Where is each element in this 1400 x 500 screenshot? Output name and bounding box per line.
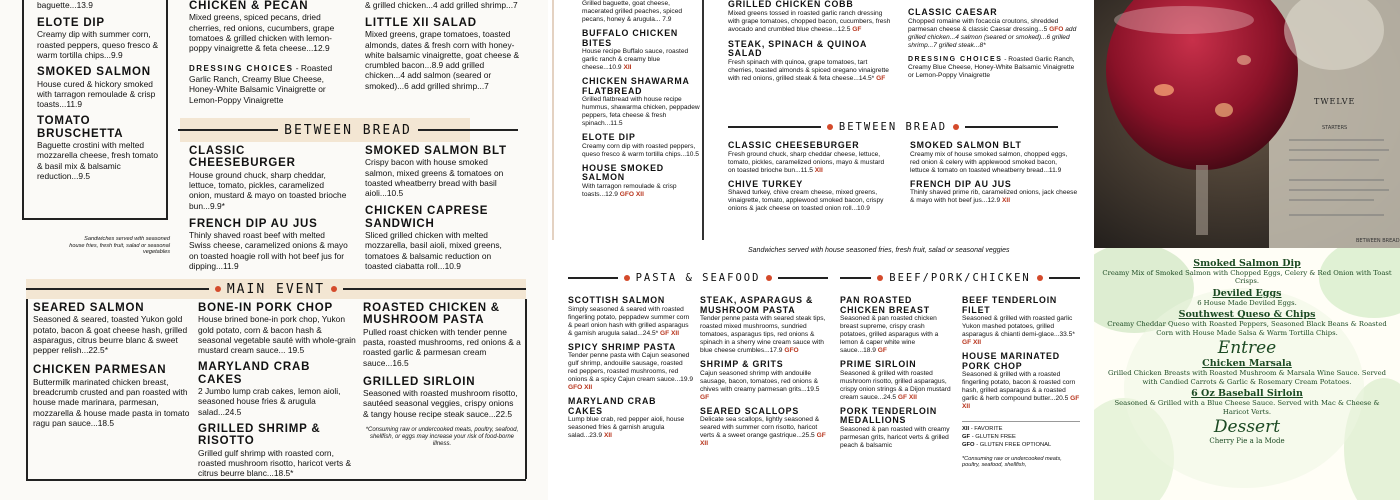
item-name: CHICKEN PARMESAN: [33, 364, 167, 377]
item-name: SEARED SALMON: [33, 302, 145, 314]
item-title: Deviled Eggs: [1212, 287, 1282, 299]
beef-col2: [962, 296, 1080, 469]
item-name: SPICY SHRIMP PASTA: [568, 341, 677, 352]
divider: [1049, 277, 1080, 279]
legend-row: [962, 434, 1080, 442]
item-name: SCOTTISH SALMON: [568, 295, 666, 305]
item-desc: Cherry Pie a la Mode: [1209, 437, 1285, 446]
item-tag: XII: [814, 166, 823, 174]
menu-item: [365, 145, 515, 198]
divider: [418, 129, 518, 131]
item-name: SMOKED SALMON: [37, 66, 151, 79]
item-name: ELOTE DIP: [582, 132, 636, 143]
item-desc: Grilled baguette, goat cheese, macerated grilled peaches, spiced pecans, honey & arugula... 7.9: [582, 0, 683, 24]
item-desc: Mixed greens tossed in roasted garlic ranch dressing with grape tomatoes, chopped bacon, cucumbers, fresh avocado and crumbled blue cheese...12.5: [728, 9, 891, 33]
appetizers-column: [37, 17, 161, 181]
item-name: STEAK, SPINACH & QUINOA SALAD: [728, 38, 867, 59]
item-desc: Grilled Chicken Breasts with Roasted Mushroom & Marsala Wine Sauce. Served with Candied Carrots & Garlic & Rosemary Cream Potatoes.: [1107, 369, 1387, 386]
menu-item: [910, 141, 1078, 175]
item-desc: Baguette crostini with melted mozzarella cheese, fresh tomato & basil mix & balsamic reduction...9.5: [37, 140, 159, 181]
item-desc: Seasoned & grilled with roasted mushroom risotto, grilled asparagus, crispy onion strings & a Dijon mustard cream sauce...24.5: [840, 369, 951, 401]
menu-item: [189, 218, 349, 271]
page-edge: [552, 0, 554, 240]
item-tag: XII: [603, 432, 612, 440]
item-desc: Thinly shaved roast beef with melted Swiss cheese, caramelized onions & mayo on toasted hoagie roll with hot beef jus for dipping...11.9: [189, 230, 348, 271]
consumer-advisory: *Consuming raw or undercooked meats, poultry, seafood, shellfish,: [962, 455, 1062, 469]
between-bread-heading: [728, 119, 1058, 135]
item-name: CLASSIC CAESAR: [908, 7, 998, 17]
menu-item: [840, 296, 952, 355]
item-name: PAN ROASTED CHICKEN BREAST: [840, 295, 930, 315]
item-desc: Chopped romaine with focaccia croutons, shredded parmesan cheese & classic Caesar dressing...5: [908, 17, 1059, 33]
item-name: HOUSE SMOKED SALMON: [582, 162, 664, 183]
menu-card-starters: STARTERS: [1322, 125, 1348, 131]
frame-line: [525, 299, 527, 479]
item-desc: Seasoned & Grilled with a Blue Cheese Sauce. Served with Mac & Cheese & Haricot Verts.: [1114, 399, 1380, 416]
accent-dot: [766, 275, 772, 281]
item-desc: Creamy dip with summer corn, roasted peppers, queso fresco & warm tortilla chips...9.9: [37, 29, 159, 60]
item-desc: Seasoned with roasted mushroom risotto, sautéed seasonal veggies, crispy onions & tangy house recipe steak sauce...22.5: [363, 388, 518, 419]
dressing-choices: DRESSING CHOICES - Roasted Garlic Ranch, Creamy Blue Cheese, Honey-White Balsamic Vinaigrette or Lemon-Poppy Vinaigrette: [189, 63, 333, 105]
menu-item: [582, 0, 700, 24]
item-desc: Sliced grilled chicken with melted mozzarella, basil aioli, mixed greens, tomatoes & balsamic reduction on toasted ciabatta roll...10.9: [365, 230, 502, 271]
between-bread-right: [365, 145, 515, 271]
item-tag: GF XII: [962, 339, 982, 347]
divider: [778, 277, 828, 279]
menu-item: [568, 343, 693, 393]
item-name: PRIME SIRLOIN: [840, 359, 917, 370]
item-name: CHICKEN CAPRESE SANDWICH: [365, 205, 489, 230]
salads-column: [728, 0, 893, 83]
item-name: STEAK, ASPARAGUS & MUSHROOM PASTA: [700, 295, 814, 315]
item-desc: Seasoned & pan roasted with creamy parmesan grits, haricot verts & grilled peach & balsamic: [840, 425, 950, 449]
menu-item: [728, 180, 893, 214]
between-bread-left: [189, 145, 349, 271]
item-name: CHICKEN SHAWARMA FLATBREAD: [582, 76, 690, 96]
between-bread-right: [910, 141, 1078, 205]
frame-line: [26, 479, 526, 481]
item-tag: GF XII: [897, 393, 917, 401]
item-name: GRILLED CHICKEN COBB: [728, 0, 854, 9]
item-name: SHRIMP & GRITS: [700, 359, 784, 370]
frame-line: [702, 0, 704, 240]
divider: [965, 126, 1058, 128]
frame-line: [22, 0, 24, 220]
fruit-slice: [1215, 103, 1233, 117]
item-desc: Seasoned & grilled with a roasted fingerling potato, bacon & roasted corn hash, grilled asparagus & a roasted garlic & herb compound butter...20.5: [962, 371, 1076, 403]
item-name: SMOKED SALMON BLT: [365, 145, 507, 157]
item-title: Chicken Marsala: [1202, 358, 1292, 370]
item-name: CHIVE TURKEY: [728, 178, 804, 189]
item-desc: Creamy Mix of Smoked Salmon with Chopped Eggs, Celery & Red Onion with Toast Crisps.: [1102, 269, 1392, 286]
beef-heading: [840, 270, 1080, 286]
consumer-advisory: *Consuming raw or undercooked meats, poultry, seafood, shellfish, or eggs may increase your risk of food-borne illness.: [365, 426, 519, 448]
item-tag: GF XII: [962, 395, 1080, 411]
section-title: BETWEEN BREAD: [838, 121, 948, 133]
frame-line: [22, 218, 168, 220]
menu-item: [37, 66, 161, 109]
dressing-label: DRESSING CHOICES: [908, 55, 1003, 63]
menu-item: [728, 40, 893, 83]
frame-line: [166, 0, 168, 220]
accent-dot: [624, 275, 630, 281]
item-name: CHICKEN & PECAN: [189, 0, 309, 12]
menu-item: [198, 361, 356, 417]
menu-item: [365, 205, 515, 271]
price-fragment: & grilled chicken...4 add grilled shrimp...7: [365, 0, 518, 10]
main-event-heading: [26, 279, 526, 299]
menu-item: [962, 352, 1080, 411]
item-tag: GFO XII: [568, 384, 593, 392]
item-tag: XII: [623, 64, 632, 72]
item-desc: Cajun seasoned shrimp with andouille sausage, bacon, tomatoes, red onions & chives with creamy parmesan grits...19.5: [700, 369, 820, 393]
item-tag: XII: [1002, 197, 1011, 205]
item-desc: Mixed greens, grape tomatoes, toasted almonds, dates & fresh corn with honey-white balsamic vinaigrette, goat cheese & crumbled bacon...8.9 add grilled chicken...4 add salmon (seared or smoked)...6 add grilled shrimp...7: [365, 29, 520, 91]
menu-item: [908, 8, 1078, 50]
menu-item: [700, 407, 828, 449]
item-desc: Simply seasoned & seared with roasted fingerling potato, peppadew summer corn & pearl onion hash with grilled asparagus & garnish arugula salad...24.5*: [568, 305, 690, 337]
pasta-heading: [568, 270, 828, 286]
divider: [343, 288, 526, 290]
menu-item: [33, 302, 191, 355]
menu-item: [582, 77, 700, 128]
item-desc: Tender penne pasta with seared steak tips, roasted mixed mushrooms, sundried tomatoes, asparagus tips, red onions & spinach in a sherry wine cream sauce with blue cheese crumbles...17.9: [700, 315, 826, 355]
menu-item: [365, 17, 525, 91]
item-name: MARYLAND CRAB CAKES: [198, 361, 311, 386]
item-name: PORK TENDERLOIN MEDALLIONS: [840, 405, 938, 426]
accent-dot: [953, 124, 959, 130]
accent-dot: [1037, 275, 1043, 281]
item-desc: Fresh ground chuck, sharp cheddar cheese, lettuce, tomato, pickles, caramelized onions, mayo & mustard on toasted brioche bun...11.5: [728, 150, 885, 174]
accent-dot: [215, 286, 221, 292]
legend-text: - GLUTEN FREE OPTIONAL: [976, 441, 1052, 448]
legend-text: - GLUTEN FREE: [971, 434, 1016, 441]
frame-line: [26, 299, 28, 479]
fruit-slice: [1154, 84, 1174, 96]
item-desc: Crispy bacon with house smoked salmon, mixed greens & tomatoes on toasted wheatberry bread with basil aioli...10.5: [365, 157, 504, 199]
item-tag: GF: [877, 347, 887, 355]
menu-item: [840, 407, 952, 450]
menu-photo-left: [0, 0, 548, 500]
item-name: CLASSIC CHEESEBURGER: [189, 145, 296, 170]
section-title: Entree: [1217, 338, 1277, 359]
item-title: 6 Oz Baseball Sirloin: [1191, 388, 1303, 400]
section-title: PASTA & SEAFOOD: [635, 272, 761, 284]
legend-text: - FAVORITE: [970, 426, 1003, 433]
divider: [840, 277, 871, 279]
dressing-label: DRESSING CHOICES: [189, 64, 294, 74]
divider: [26, 288, 209, 290]
section-title: MAIN EVENT: [226, 281, 326, 297]
item-name: SMOKED SALMON BLT: [910, 140, 1022, 150]
menu-item: [189, 145, 349, 211]
accent-dot: [877, 275, 883, 281]
item-desc: 2 Jumbo lump crab cakes, lemon aioli, seasoned house fries & arugula salad...24.5: [198, 386, 341, 417]
item-desc: Seasoned & seared, toasted Yukon gold potato, bacon & goat cheese hash, grilled asparagus, citrus beurre blanc & sweet pepper relish...22.5*: [33, 314, 188, 356]
starters-column: [582, 0, 700, 199]
menu-item: [198, 302, 356, 355]
menu-item: [37, 17, 161, 60]
item-desc: Delicate sea scallops, lightly seasoned & seared with summer corn risotto, haricot verts & a sweet orange gastrique...25.5: [700, 416, 820, 440]
item-name: BUFFALO CHICKEN BITES: [582, 28, 679, 48]
between-bread-left: [728, 141, 893, 213]
item-tag: GFO XII: [619, 190, 644, 198]
item-tag: GF: [876, 74, 886, 82]
menu-item: [33, 364, 191, 428]
item-desc: Creamy mix of house smoked salmon, chopped eggs, red onion & celery with applewood smoked bacon, lettuce & tomato on toasted wheatberry bread...11.9: [910, 150, 1068, 174]
item-desc: Grilled flatbread with house recipe hummus, shawarma chicken, peppadew peppers, feta cheese & fresh spinach...11.5: [582, 96, 700, 128]
item-name: GRILLED SIRLOIN: [363, 375, 476, 388]
menu-item: [198, 423, 356, 479]
section-title: BETWEEN BREAD: [284, 122, 412, 138]
item-desc: Thinly shaved prime rib, caramelized onions, jack cheese & mayo with hot beef jus...12.9: [910, 189, 1078, 205]
salads-column-2: [365, 17, 525, 91]
item-tag: GF XII: [700, 432, 826, 448]
sangria-photo: [1094, 0, 1400, 248]
section-title: BEEF/PORK/CHICKEN: [889, 272, 1031, 284]
salads-column-2: [908, 8, 1078, 80]
salads-column: [189, 0, 349, 105]
item-desc: Buttermilk marinated chicken breast, breadcrumb crusted and pan roasted with house made marinara, parmesan, mozzarella & house made pasta in tomato ragu pan sauce...18.5: [33, 376, 190, 428]
menu-item: [728, 0, 893, 34]
item-tag: GFO: [784, 347, 799, 355]
menu-item: [700, 360, 828, 402]
item-name: LITTLE XII SALAD: [365, 17, 477, 29]
item-desc: Shaved turkey, chive cream cheese, mixed greens, vinaigrette, tomato, applewood smoked bacon, crispy onions & jack cheese on toasted onion roll...10.9: [728, 189, 884, 213]
item-desc: Creamy corn dip with roasted peppers, queso fresco & warm tortilla chips...10.5: [582, 142, 699, 158]
menu-item: [582, 29, 700, 72]
item-desc: Mixed greens, spiced pecans, dried cherries, red onions, cucumbers, grape tomatoes & grilled chicken with lemon-poppy vinaigrette & feta cheese...12.9: [189, 12, 335, 54]
item-name: HOUSE MARINATED PORK CHOP: [962, 351, 1060, 371]
item-desc: Creamy Cheddar Queso with Roasted Peppers, Seasoned Black Beans & Roasted Corn with House Made Salsa & Warm Tortilla Chips.: [1107, 320, 1387, 337]
item-name: FRENCH DIP AU JUS: [189, 217, 318, 230]
menu-item: [363, 302, 521, 368]
legend-row: [962, 426, 1080, 434]
item-tag: GF: [700, 393, 710, 401]
menu-item: [582, 133, 700, 159]
price-fragment: baguette...13.9: [37, 0, 93, 10]
item-addons: add grilled chicken...4 salmon (seared or smoked)...6 grilled shrimp...7 grilled steak...8*: [908, 25, 1077, 49]
legend-row: [962, 442, 1080, 450]
divider: [568, 277, 618, 279]
glass-rim: [1114, 6, 1254, 34]
item-title: Smoked Salmon Dip: [1193, 258, 1301, 269]
item-desc: 6 House Made Deviled Eggs.: [1197, 298, 1297, 307]
item-tag: GF: [852, 25, 862, 33]
legend-code: GFO: [962, 441, 975, 448]
accent-dot: [331, 286, 337, 292]
section-title: Dessert: [1213, 417, 1281, 438]
between-bread-heading: [178, 120, 518, 140]
divider: [728, 126, 821, 128]
menu-item: [728, 141, 893, 175]
dressing-text: Roasted Garlic Ranch, Creamy Blue Cheese, Honey-White Balsamic Vinaigrette or Lemon-Poppy Vinaigrette: [908, 55, 1075, 80]
beef-col1: [840, 296, 952, 450]
menu-item: [568, 397, 693, 440]
main-event-col2: [198, 302, 356, 479]
sandwich-sides-note: Sandwiches served with seasoned house fries, fresh fruit, salad or seasonal vegetables: [69, 236, 170, 256]
item-name: CLASSIC CHEESEBURGER: [728, 140, 860, 150]
script-menu-photo: [1094, 248, 1400, 500]
item-name: ROASTED CHICKEN & MUSHROOM PASTA: [363, 302, 500, 327]
menu-photo-center: [548, 0, 1094, 500]
glass-stem: [1196, 165, 1208, 235]
menu-item: [840, 360, 952, 402]
dressing-text: Roasted Garlic Ranch, Creamy Blue Cheese, Honey-White Balsamic Vinaigrette or Lemon-Poppy Vinaigrette: [189, 63, 333, 105]
item-desc: Seasoned & pan roasted chicken breast supreme, crispy crash potatoes, grilled asparagus with a lemon & caper white wine sauce...18.9: [840, 315, 939, 355]
item-name: SEARED SCALLOPS: [700, 405, 800, 416]
item-name: FRENCH DIP AU JUS: [910, 178, 1012, 189]
sandwich-sides-note: Sandwiches served with house seasoned fries, fresh fruit, salad or seasonal veggies: [748, 247, 1010, 254]
menu-item: [189, 0, 349, 53]
menu-item: [568, 296, 693, 338]
item-name: TOMATO BRUSCHETTA: [37, 115, 124, 140]
item-name: BONE-IN PORK CHOP: [198, 302, 333, 314]
menu-card-heading: TWELVE: [1314, 97, 1356, 106]
menu-item: [363, 376, 521, 419]
item-desc: Fresh spinach with quinoa, grape tomatoes, tart cherries, toasted almonds & spiced oregano vinaigrette with red onions, grilled steak & feta cheese...14.5*: [728, 58, 889, 82]
pasta-col2: [700, 296, 828, 448]
fruit-slice: [1237, 55, 1251, 65]
item-desc: Lump blue crab, red pepper aioli, house seasoned fries & garnish arugula salad...23.9: [568, 416, 685, 440]
item-desc: With tarragon remoulade & crisp toasts...12.9: [582, 182, 677, 198]
menu-item: [582, 164, 700, 199]
menu-item: [962, 296, 1080, 347]
menu-item: [910, 180, 1078, 206]
item-tag: GFO: [1049, 25, 1064, 33]
legend-code: XII: [962, 426, 970, 433]
menu-card-footer: BETWEEN BREAD: [1356, 238, 1400, 244]
legend-code: GF: [962, 434, 971, 441]
dressing-choices: DRESSING CHOICES - Roasted Garlic Ranch, Creamy Blue Cheese, Honey-White Balsamic Vinaigrette or Lemon-Poppy Vinaigrette: [908, 55, 1075, 80]
item-desc: House recipe Buffalo sauce, roasted garlic ranch & creamy blue cheese...10.9: [582, 48, 689, 72]
item-desc: House brined bone-in pork chop, Yukon gold potato, corn & bacon hash & seasonal vegetable sauté with whole-grain mustard cream sauce... 19.5: [198, 314, 356, 356]
item-desc: Tender penne pasta with Cajun seasoned gulf shrimp, andouille sausage, roasted red peppers, roasted mushrooms, red onions & a spicy Cajun cream sauce...19.9: [568, 352, 693, 384]
script-menu-body: [1102, 258, 1392, 445]
divider: [178, 129, 278, 131]
item-name: MARYLAND CRAB CAKES: [568, 396, 657, 416]
item-title: Southwest Queso & Chips: [1178, 309, 1316, 321]
legend: [962, 421, 1080, 449]
menu-item: [37, 115, 161, 181]
pasta-col1: [568, 296, 693, 440]
menu-item: [700, 296, 828, 355]
main-event-col1: [33, 302, 191, 428]
item-desc: Pulled roast chicken with tender penne pasta, roasted mushrooms, red onions & a roasted garlic & parmesan cream sauce...16.5: [363, 326, 521, 368]
item-tag: GF XII: [660, 329, 680, 337]
item-desc: House cured & hickory smoked with tarragon remoulade & crisp toasts...11.9: [37, 78, 156, 110]
item-name: GRILLED SHRIMP & RISOTTO: [198, 422, 321, 448]
accent-dot: [827, 124, 833, 130]
item-name: BEEF TENDERLOIN FILET: [962, 295, 1058, 315]
item-desc: Grilled gulf shrimp with roasted corn, roasted mushroom risotto, haricot verts & citrus beurre blanc...18.5*: [198, 447, 352, 479]
main-event-col3: [363, 302, 521, 449]
item-desc: House ground chuck, sharp cheddar, lettuce, tomato, pickles, caramelized onion, mustard & mayo on toasted brioche bun...9.9*: [189, 169, 347, 211]
item-desc: Seasoned & grilled with roasted garlic Yukon mashed potatoes, grilled asparagus & chianti demi-glace...33.5*: [962, 315, 1075, 339]
item-name: ELOTE DIP: [37, 17, 105, 29]
drink-illustration: [1094, 0, 1400, 248]
